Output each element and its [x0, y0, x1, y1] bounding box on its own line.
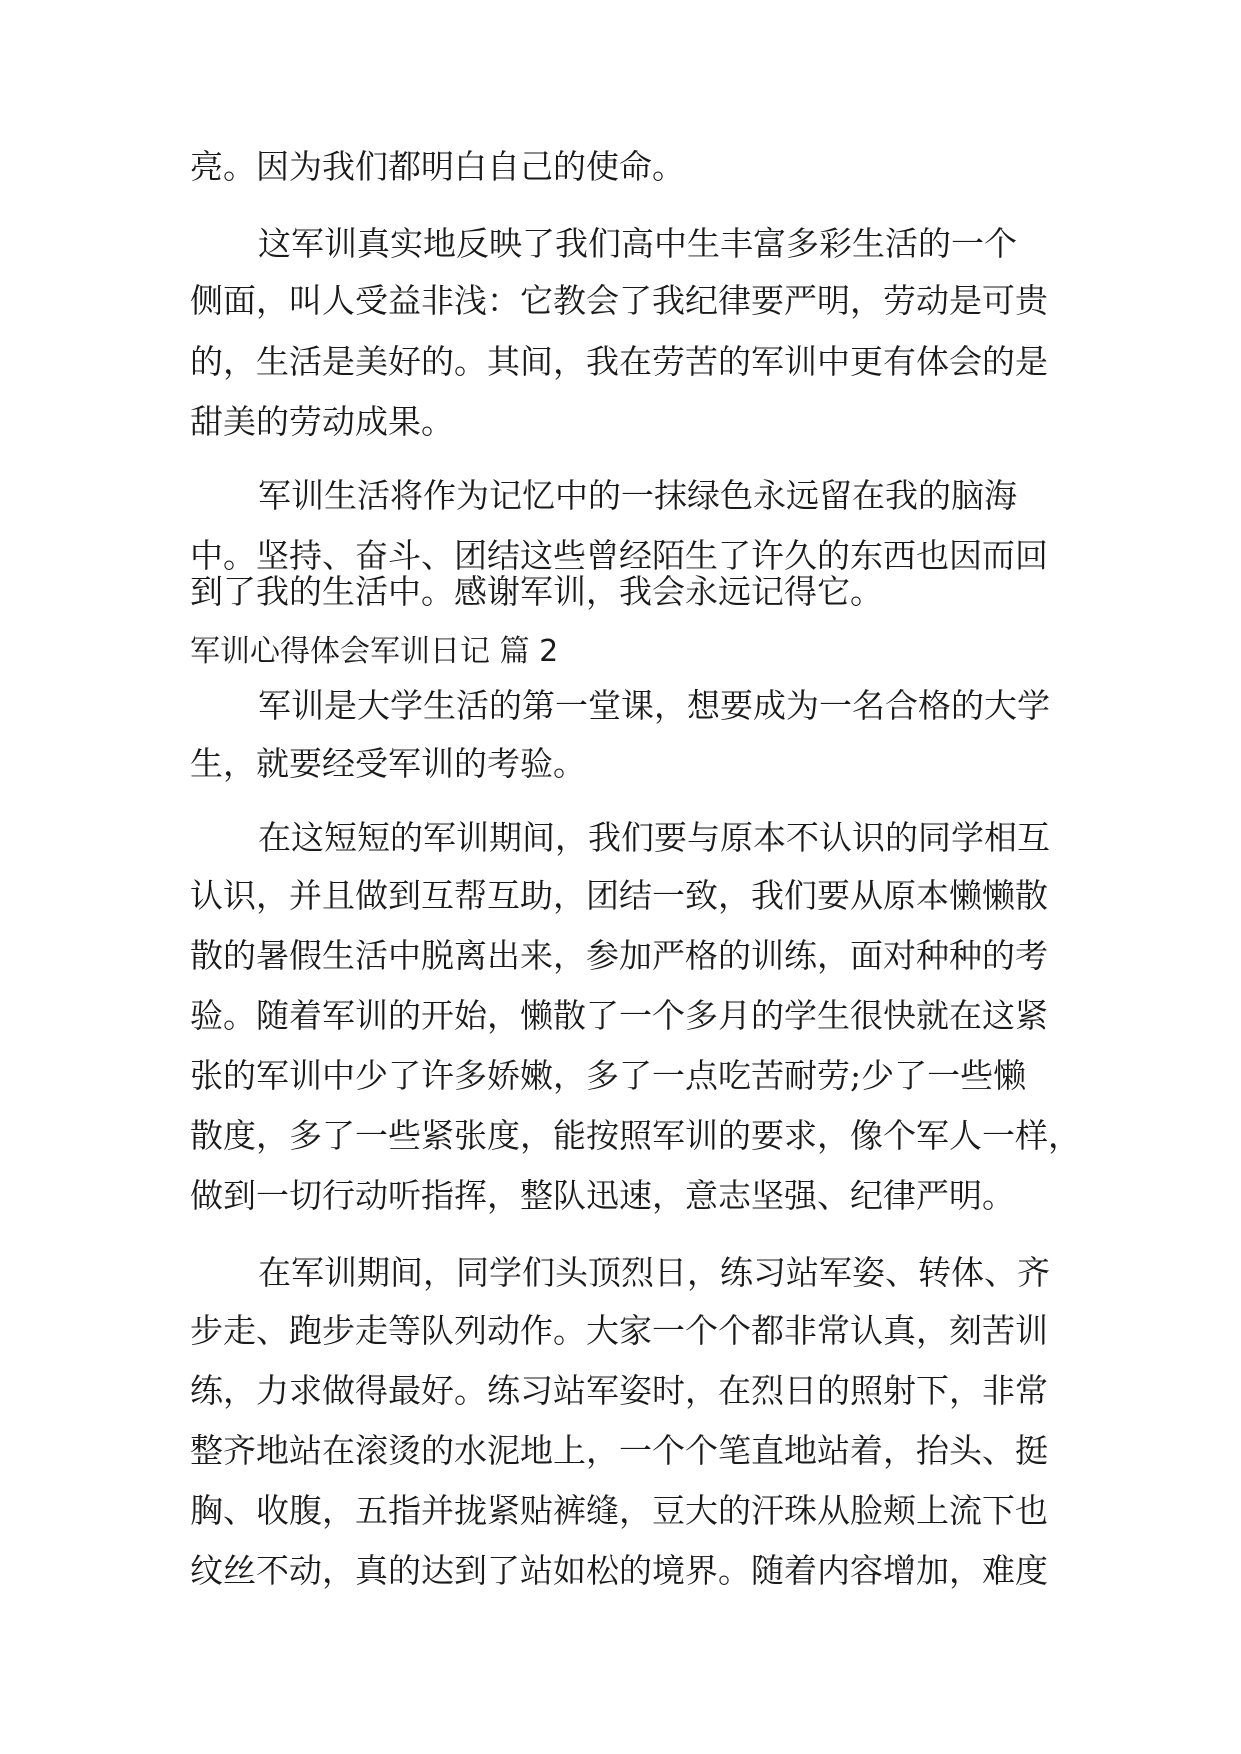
line-text: 甜美的劳动成果。: [190, 402, 454, 441]
paragraph-line: [0, 1253, 1241, 1293]
paragraph-line: [0, 224, 1241, 264]
paragraph-line: [0, 686, 1241, 726]
line-text: 生，就要经受军训的考验。: [190, 744, 586, 783]
paragraph-line: [0, 744, 1241, 784]
line-text: 的，生活是美好的。其间，我在劳苦的军训中更有体会的是: [190, 342, 1048, 381]
section-heading: [0, 632, 1241, 672]
paragraph-line: [0, 476, 1241, 516]
paragraph-line: [0, 536, 1241, 576]
line-text: 步走、跑步走等队列动作。大家一个个都非常认真，刻苦训: [190, 1311, 1048, 1350]
paragraph-line: [0, 1371, 1241, 1411]
line-text: 侧面，叫人受益非浅：它教会了我纪律要严明，劳动是可贵: [190, 281, 1048, 320]
paragraph-line: [0, 1431, 1241, 1471]
paragraph-line: [0, 1551, 1241, 1591]
line-text: 散的暑假生活中脱离出来，参加严格的训练，面对种种的考: [190, 936, 1048, 975]
paragraph-line: [0, 342, 1241, 382]
line-text: 在军训期间，同学们头顶烈日，练习站军姿、转体、齐: [258, 1253, 1050, 1292]
paragraph-line: [0, 876, 1241, 916]
line-text: 练，力求做得最好。练习站军姿时，在烈日的照射下，非常: [190, 1371, 1048, 1410]
paragraph-line: [0, 1491, 1241, 1531]
line-text: 做到一切行动听指挥，整队迅速，意志坚强、纪律严明。: [190, 1176, 1015, 1215]
line-text: 军训生活将作为记忆中的一抹绿色永远留在我的脑海: [258, 476, 1017, 515]
line-text: 军训是大学生活的第一堂课，想要成为一名合格的大学: [258, 686, 1050, 725]
line-text: 胸、收腹，五指并拢紧贴裤缝，豆大的汗珠从脸颊上流下也: [190, 1491, 1048, 1530]
line-text: 验。随着军训的开始，懒散了一个多月的学生很快就在这紧: [190, 996, 1048, 1035]
line-text: 这军训真实地反映了我们高中生丰富多彩生活的一个: [258, 224, 1017, 263]
line-text: 在这短短的军训期间，我们要与原本不认识的同学相互: [258, 818, 1050, 857]
paragraph-line: [0, 1116, 1241, 1156]
paragraph-line: [0, 147, 1241, 187]
paragraph-line: [0, 572, 1241, 612]
paragraph-line: [0, 936, 1241, 976]
paragraph-line: [0, 818, 1241, 858]
line-text: 到了我的生活中。感谢军训，我会永远记得它。: [190, 572, 883, 611]
line-text: 认识，并且做到互帮互助，团结一致，我们要从原本懒懒散: [190, 876, 1048, 915]
line-text: 纹丝不动，真的达到了站如松的境界。随着内容增加，难度: [190, 1551, 1048, 1590]
paragraph-line: [0, 402, 1241, 442]
paragraph-line: [0, 1056, 1241, 1096]
heading-text: 军训心得体会军训日记 篇 2: [190, 634, 559, 669]
paragraph-line: [0, 281, 1241, 321]
line-text: 亮。因为我们都明白自己的使命。: [190, 147, 685, 186]
line-text: 整齐地站在滚烫的水泥地上，一个个笔直地站着，抬头、挺: [190, 1431, 1048, 1470]
line-text: 张的军训中少了许多娇嫩，多了一点吃苦耐劳;少了一些懒: [190, 1056, 1027, 1095]
paragraph-line: [0, 1311, 1241, 1351]
line-text: 中。坚持、奋斗、团结这些曾经陌生了许久的东西也因而回: [190, 536, 1048, 575]
paragraph-line: [0, 996, 1241, 1036]
paragraph-line: [0, 1176, 1241, 1216]
line-text: 散度，多了一些紧张度，能按照军训的要求，像个军人一样，: [190, 1116, 1081, 1155]
